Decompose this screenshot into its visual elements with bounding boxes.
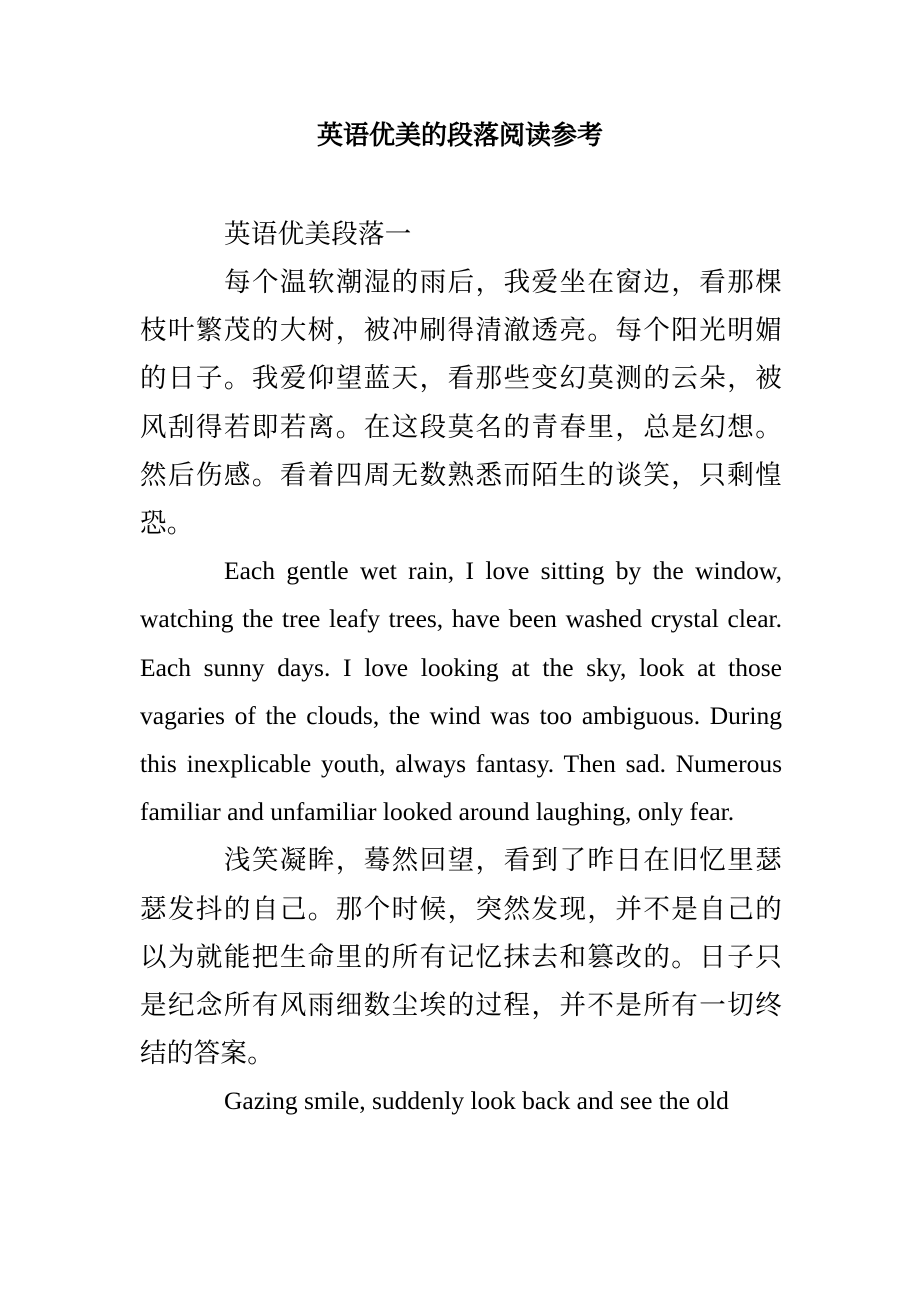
paragraph-chinese-2: 浅笑凝眸，蓦然回望，看到了昨日在旧忆里瑟瑟发抖的自己。那个时候，突然发现，并不是自己的以为就能把生命里的所有记忆抹去和篡改的。日子只是纪念所有风雨细数尘埃的过程，并不是所有一切终结的答案。 xyxy=(140,845,782,1069)
document-body xyxy=(140,210,782,1126)
paragraph-chinese-1: 每个温软潮湿的雨后，我爱坐在窗边，看那棵枝叶繁茂的大树，被冲刷得清澈透亮。每个阳光明媚的日子。我爱仰望蓝天，看那些变幻莫测的云朵，被风刮得若即若离。在这段莫名的青春里，总是幻想。然后伤感。看着四周无数熟悉而陌生的谈笑，只剩惶恐。 xyxy=(140,267,782,539)
paragraph-english-1: Each gentle wet rain, I love sitting by the window, watching the tree leafy trees, have been washed crystal clear. Each sunny days. I love looking at the sky, look at those vagaries of the clouds, the wind was too ambiguous. During this inexplicable youth, always fantasy. Then sad. Numerous familiar and unfamiliar looked around laughing, only fear. xyxy=(140,556,782,827)
section-heading: 英语优美段落一 xyxy=(224,219,412,249)
document-title: 英语优美的段落阅读参考 xyxy=(316,121,603,150)
paragraph-english-2: Gazing smile, suddenly look back and see the old xyxy=(224,1086,729,1116)
